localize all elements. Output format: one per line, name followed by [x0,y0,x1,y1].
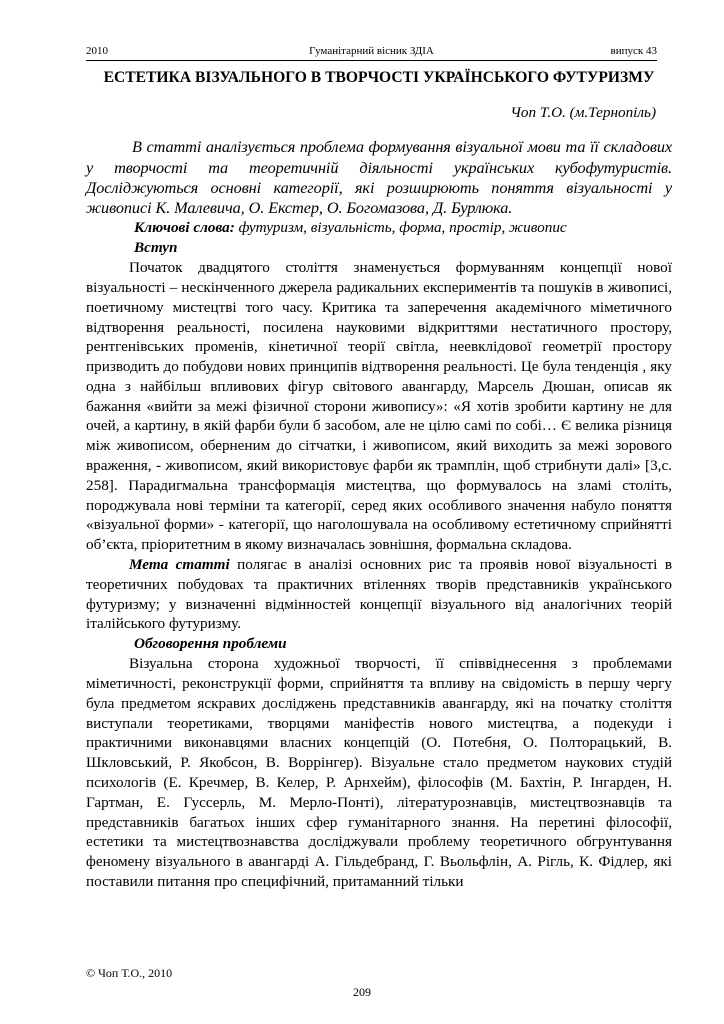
keywords [86,218,672,238]
header-journal-title: Гуманітарний вісник ЗДІА [309,45,434,57]
section-heading-discussion: Обговорення проблеми [134,635,287,653]
article-author: Чоп Т.О. (м.Тернопіль) [510,103,656,121]
article-abstract: В статті аналізується проблема формування візуальної мови та її складових у творчості та теоретичній діяльності українських кубофутуристів. Досліджуються основні категорії, які розширюють поняття візуальності у живописі К. Малевича, О. Екстер, О. Богомазова, Д. Бурлюка. [86,137,672,217]
section-heading-intro: Вступ [134,239,178,257]
paragraph-intro: Початок двадцятого століття знаменується формуванням концепції нової візуальності – нескінченного джерела радикальних експериментів та пошуків в живописі, поетичному мистецтві того часу. Критика та заперечення академічного міметичного відтворення реальності, посилена науковими відкриттями нестатичного простору, рентгенівських променів, кінетичної теорії світла, неевклідової геометрії простору призводить до побудови нових принципів відтворення реальності. Це була тенденція , яку одна з найбільш впливових фігур світового авангарду, Марсель Дюшан, описав як бажання «вийти за межі фізичної сторони живопису»: «Я хотів зробити картину не для очей, а картину, в якій фарби були б засобом, але не цілю самі по собі… Є велика різниця між живописом, оберненим до сітчатки, і живописом, який виходить за межі зорового враження, - живописом, який використовує фарби як трамплін, щоб стрибнути далі» [3,с. 258]. Парадигмальна трансформація мистецтва, що формувалось на зламі століть, породжувала нові терміни та категорії, серед яких особливого значення набуло поняття «візуальної форми» - категорії, що наголошувала на особливому естетичному сприйнятті об’єкта, пріоритетним в якому визначалась зовнішня, формальна складова. [86,259,672,554]
article-title: ЕСТЕТИКА ВІЗУАЛЬНОГО В ТВОРЧОСТІ УКРАЇНСЬКОГО ФУТУРИЗМУ [103,69,655,86]
article-body [86,68,672,892]
header-issue: випуск 43 [610,45,657,57]
paragraph-discussion: Візуальна сторона художньої творчості, її співвіднесення з проблемами міметичності, реконструкції форми, сприйняття та впливу на свідомість в першу чергу була предметом яскравих досліджень представників авангарду, які на початку століття виступали теоретиками, творцями маніфестів нового мистецтва, а подекуди і практичними виконавцями власних концепцій (О. Потебня, О. Полторацький, В. Шкловський, Р. Якобсон, В. Воррінгер). Візуальне стало предметом наукових студій психологів (Е. Кречмер, В. Келер, Р. Арнхейм), філософів (М. Бахтін, Р. Інгарден, Н. Гартман, Е. Гуссерль, М. Мерло-Понті), літературознавців, мистецтвознавців та представників багатьох інших сфер гуманітарного знання. На перетині філософії, естетики та мистецтвознавства досліджували проблему теоретичного обгрунтування феномену візуального в авангарді А. Гільдебранд, Г. Вьольфлін, А. Рігль, К. Фідлер, які поставили питання про специфічний, притаманний тільки [86,655,672,891]
running-header [86,44,657,60]
aim-text: полягає в аналізі основних рис та проявів нової візуальності в теоретичних побудовах та практичних втіленнях творів представників українського футуризму; у визначенні відмінностей концепції візуального від аналогічних теорій італійського футуризму. [86,556,673,633]
keywords-label: Ключові слова: [134,219,235,237]
footer-copyright: © Чоп Т.О., 2010 [86,966,173,980]
page-number: 209 [353,985,371,999]
aim-label: Мета статті [129,556,230,574]
paragraph-aim [86,555,672,634]
header-divider [86,60,657,61]
header-year: 2010 [86,45,108,57]
keywords-text: футуризм, візуальність, форма, простір, живопис [234,219,567,237]
